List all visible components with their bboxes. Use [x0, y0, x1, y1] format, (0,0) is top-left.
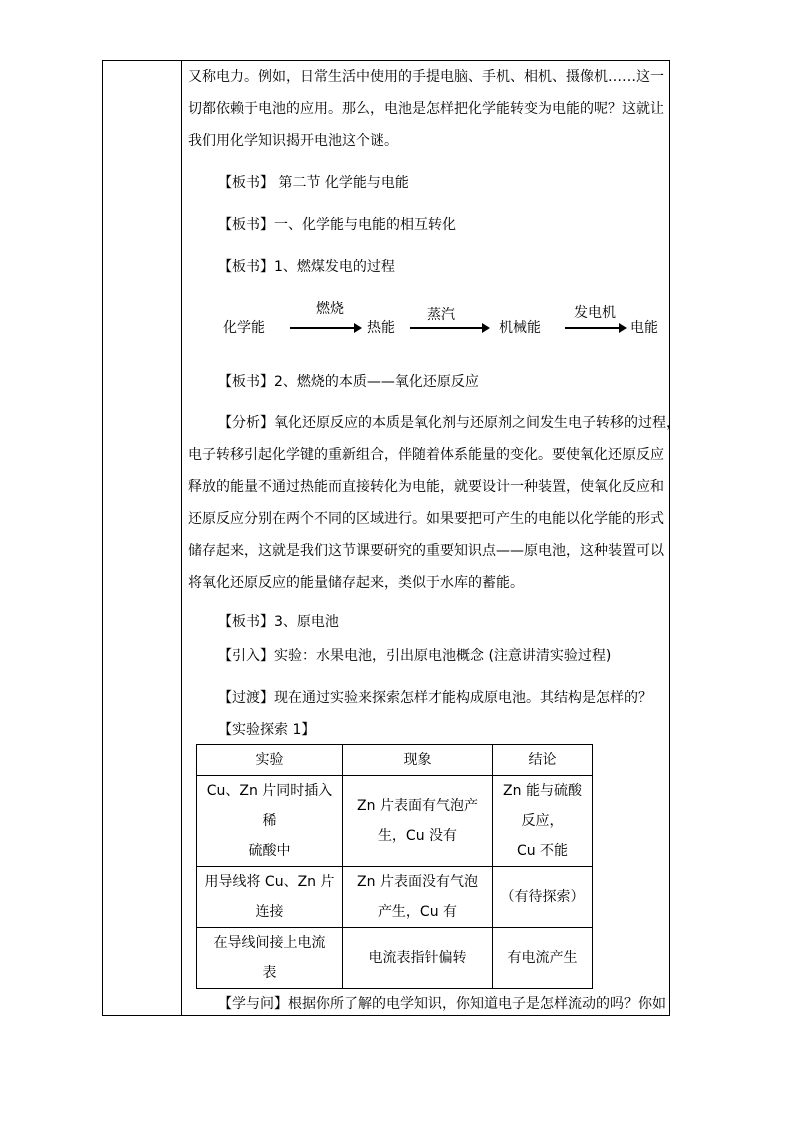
intro-experiment: 【引入】实验：水果电池，引出原电池概念 (注意讲清实验过程)	[218, 648, 612, 664]
column-divider	[181, 60, 182, 1016]
cell-experiment: 在导线间接上电流 表	[197, 928, 343, 989]
board-heading-conversion: 【板书】一、化学能与电能的相互转化	[218, 217, 456, 233]
board-heading-coal-power: 【板书】1、燃煤发电的过程	[218, 259, 395, 275]
flow-arrow-1	[290, 327, 360, 329]
board-heading-section: 【板书】 第二节 化学能与电能	[218, 175, 409, 191]
cell-phenomenon: Zn 片表面有气泡产 生，Cu 没有	[343, 776, 493, 867]
experiment-table	[196, 744, 593, 989]
cell-phenomenon: Zn 片表面没有气泡 产生，Cu 有	[343, 867, 493, 928]
analysis-line-2: 电子转移引起化学键的重新组合，伴随着体系能量的变化。要使氧化还原反应	[188, 447, 664, 463]
flow-node-chemical: 化学能	[223, 320, 265, 336]
table-row	[197, 928, 593, 989]
intro-line-3: 我们用化学知识揭开电池这个谜。	[188, 133, 398, 149]
table-row	[197, 776, 593, 867]
flow-label-steam: 蒸汽	[427, 307, 455, 323]
flow-label-burning: 燃烧	[316, 301, 344, 317]
analysis-line-3: 释放的能量不通过热能而直接转化为电能，就要设计一种装置，使氧化反应和	[188, 479, 664, 495]
analysis-line-5: 储存起来，这就是我们这节课要研究的重要知识点——原电池，这种装置可以	[188, 543, 664, 559]
cell-conclusion: Zn 能与硫酸反应， Cu 不能	[493, 776, 593, 867]
header-phenomenon: 现象	[343, 745, 493, 776]
flow-arrow-3	[565, 327, 625, 329]
cell-conclusion: （有待探索）	[493, 867, 593, 928]
cell-experiment: Cu、Zn 片同时插入稀 硫酸中	[197, 776, 343, 867]
transition-text: 【过渡】现在通过实验来探索怎样才能构成原电池。其结构是怎样的？	[218, 690, 652, 706]
analysis-line-6: 将氧化还原反应的能量储存起来，类似于水库的蓄能。	[188, 575, 524, 591]
flow-node-electric: 电能	[630, 320, 658, 336]
flow-label-generator: 发电机	[574, 305, 616, 321]
header-conclusion: 结论	[493, 745, 593, 776]
cell-experiment: 用导线将 Cu、Zn 片 连接	[197, 867, 343, 928]
analysis-line-1: 【分析】氧化还原反应的本质是氧化剂与还原剂之间发生电子转移的过程，	[218, 415, 680, 431]
experiment-title: 【实验探索 1】	[218, 722, 316, 738]
flow-arrow-2	[410, 327, 488, 329]
table-header-row	[197, 745, 593, 776]
table-row	[197, 867, 593, 928]
intro-line-2: 切都依赖于电池的应用。那么，电池是怎样把化学能转变为电能的呢？这就让	[188, 101, 664, 117]
flow-node-mechanical: 机械能	[499, 320, 541, 336]
analysis-line-4: 还原反应分别在两个不同的区域进行。如果要把可产生的电能以化学能的形式	[188, 511, 664, 527]
board-heading-combustion: 【板书】2、燃烧的本质——氧化还原反应	[218, 374, 479, 390]
flow-node-heat: 热能	[367, 320, 395, 336]
cell-conclusion: 有电流产生	[493, 928, 593, 989]
board-heading-battery: 【板书】3、原电池	[218, 614, 339, 630]
energy-flow-diagram	[188, 297, 666, 347]
intro-line-1: 又称电力。例如，日常生活中使用的手提电脑、手机、相机、摄像机……这一	[188, 69, 664, 85]
cell-phenomenon: 电流表指针偏转	[343, 928, 493, 989]
header-experiment: 实验	[197, 745, 343, 776]
learn-ask-text: 【学与问】根据你所了解的电学知识，你知道电子是怎样流动的吗？你如	[218, 996, 666, 1012]
